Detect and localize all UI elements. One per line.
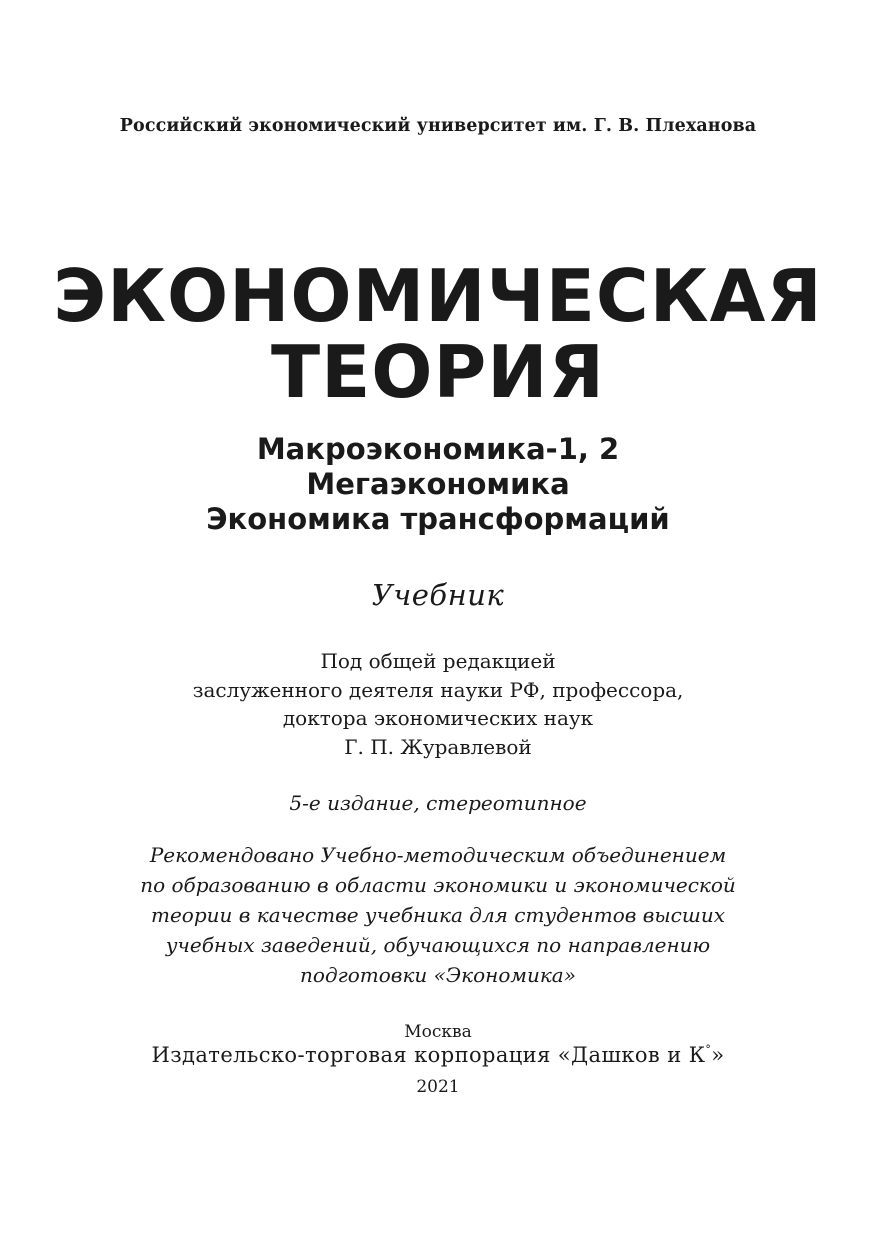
recommendation-line: учебных заведений, обучающихся по направлению	[165, 933, 711, 957]
book-title-line-1: ЭКОНОМИЧЕСКАЯ	[53, 254, 823, 338]
editor-name: Г. П. Журавлевой	[344, 734, 532, 759]
subtitle-line: Экономика трансформаций	[206, 502, 670, 536]
book-type: Учебник	[371, 578, 505, 612]
recommendation-line: подготовки «Экономика»	[300, 963, 576, 987]
editor-line: Под общей редакцией	[320, 649, 556, 673]
publisher-name: Издательско-торговая корпорация «Дашков и К	[151, 1043, 706, 1067]
editor-line: доктора экономических наук	[282, 706, 594, 730]
recommendation-line: по образованию в области экономики и экономической	[140, 873, 736, 897]
imprint-city: Москва	[404, 1022, 472, 1042]
book-title	[0, 254, 876, 414]
recommendation-line: Рекомендовано Учебно-методическим объединением	[149, 843, 727, 867]
book-subtitles	[0, 432, 876, 537]
publisher-superscript: °	[705, 1043, 712, 1056]
imprint-year: 2021	[416, 1077, 460, 1097]
subtitle-line: Мегаэкономика	[306, 467, 570, 501]
book-title-line-2: ТЕОРИЯ	[271, 330, 605, 414]
recommendation-block	[0, 840, 876, 990]
edition-note: 5-е издание, стереотипное	[289, 791, 587, 815]
editor-block	[0, 647, 876, 761]
university-name: Российский экономический университет им. Г. В. Плеханова	[119, 116, 757, 136]
subtitle-line: Макроэкономика-1, 2	[256, 432, 620, 466]
editor-line: заслуженного деятеля науки РФ, профессора,	[192, 677, 684, 702]
recommendation-line: теории в качестве учебника для студентов высших	[151, 903, 725, 927]
publisher-quote-close: »	[711, 1043, 725, 1067]
imprint-publisher	[0, 1043, 876, 1067]
